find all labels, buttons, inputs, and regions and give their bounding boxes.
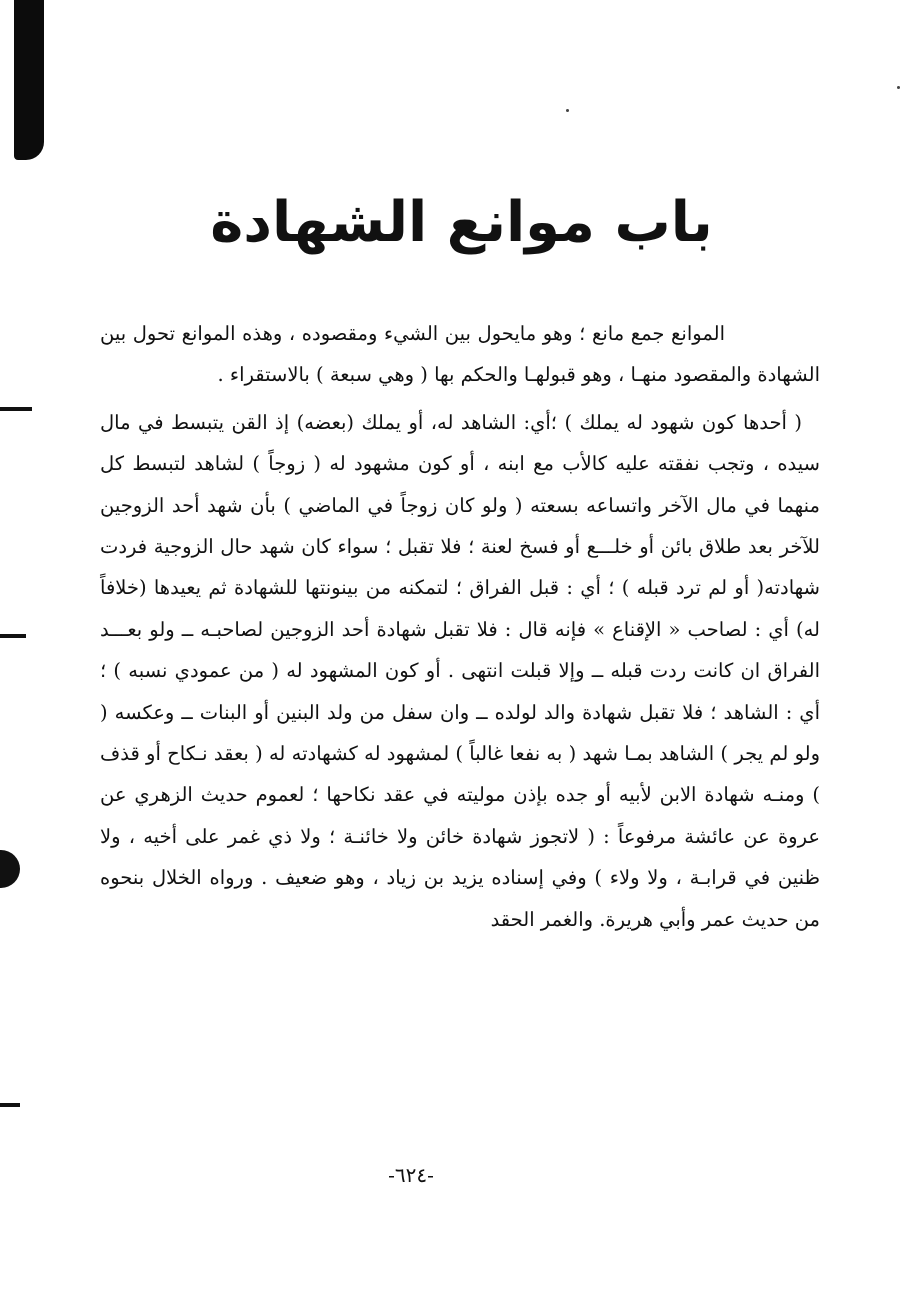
scan-speck xyxy=(566,109,569,112)
intro-paragraph: الموانع جمع مانع ؛ وهو مايحول بين الشيء ومقصوده ، وهذه الموانع تحول بين الشهادة والمقصود منهـا ، وهو قبولهـا والحكم بها ( وهي سبعة ) بالاستقراء . xyxy=(100,322,820,387)
chapter-title: باب موانع الشهادة xyxy=(210,190,713,255)
scan-edge-shadow xyxy=(14,0,44,160)
scan-margin-blot xyxy=(0,850,20,888)
scan-margin-mark xyxy=(0,1103,20,1107)
body-text xyxy=(100,313,820,940)
scan-speck xyxy=(897,86,900,89)
scan-margin-mark xyxy=(0,634,26,638)
page-number: -٦٢٤- xyxy=(388,1163,434,1187)
scan-margin-mark xyxy=(0,407,32,411)
first-impediment-paragraph: ( أحدها كون شهود له يملك ) ؛أي: الشاهد له، أو يملك (بعضه) إذ القن يتبسط في مال سيده ، وتجب نفقته عليه كالأب مع ابنه ، أو كون مشهود له ( زوجاً ) لشاهد لتبسط كل منهما في مال الآخر واتساعه بسعته ( ولو كان زوجاً في الماضي ) بأن شهد أحد الزوجين للآخر بعد طلاق بائن أو خلـــع أو فسخ لعنة ؛ فلا تقبل ؛ سواء كان شهد حال الزوجية فردت شهادته( أو لم ترد قبله ) ؛ أي : قبل الفراق ؛ لتمكنه من بينونتها للشهادة ثم يعيدها (خلافاً له) أي : لصاحب « الإقناع » فإنه قال : فلا تقبل شهادة أحد الزوجين لصاحبـه ــ ولو بعـــد الفراق ان كانت ردت قبله ــ وإلا قبلت انتهى . أو كون المشهود له ( من عمودي نسبه ) ؛ أي : الشاهد ؛ فلا تقبل شهادة والد لولده ــ وان سفل من ولد البنين أو البنات ــ وعكسه ( ولو لم يجر ) الشاهد بمـا شهد ( به نفعا غالباً ) لمشهود له كشهادته له ( بعقد نـكاح أو قذف ) ومنـه شهادة الابن لأبيه أو جده بإذن موليته في عقد نكاحها ؛ لعموم حديث الزهري عن عروة عن عائشة مرفوعاً : ( لاتجوز شهادة خائن ولا خائنـة ؛ ولا ذي غمر على أخيه ، ولا ظنين في قرابـة ، ولا ولاء ) وفي إسناده يزيد بن زياد ، وهو ضعيف . ورواه الخلال بنحوه من حديث عمر وأبي هريرة. والغمر الحقد xyxy=(100,410,820,931)
